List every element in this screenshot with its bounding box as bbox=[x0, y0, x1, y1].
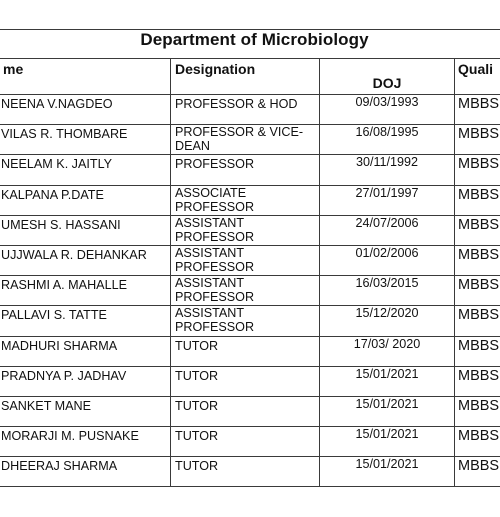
table-row bbox=[0, 306, 500, 336]
designation-cell-text: TUTOR bbox=[175, 429, 219, 444]
designation-cell-text: ASSISTANT PROFESSOR bbox=[175, 306, 255, 335]
qualification-cell-text: MBBS bbox=[458, 428, 500, 445]
designation-cell bbox=[171, 366, 320, 396]
table-row bbox=[0, 155, 500, 185]
designation-cell-text: ASSISTANT PROFESSOR bbox=[175, 276, 255, 305]
qualification-cell-text: MBBS bbox=[458, 397, 500, 414]
designation-cell bbox=[171, 457, 320, 487]
table-row bbox=[0, 185, 500, 215]
doj-cell bbox=[320, 366, 455, 396]
table-row bbox=[0, 245, 500, 275]
title-row bbox=[0, 30, 500, 59]
designation-cell-text: TUTOR bbox=[175, 368, 219, 383]
doj-cell-text: 16/08/1995 bbox=[355, 125, 419, 140]
qualification-cell bbox=[455, 306, 500, 336]
doj-cell-text: 30/11/1992 bbox=[355, 155, 419, 170]
doj-cell-text: 16/03/2015 bbox=[355, 276, 419, 291]
name-cell-text: SANKET MANE bbox=[1, 398, 92, 413]
qualification-cell-text: MBBS bbox=[458, 367, 500, 384]
doj-cell-text: 17/03/ 2020 bbox=[353, 336, 421, 351]
qualification-cell bbox=[455, 125, 500, 155]
name-cell-text: DHEERAJ SHARMA bbox=[1, 459, 118, 474]
table-row bbox=[0, 276, 500, 306]
name-cell-text: VILAS R. THOMBARE bbox=[1, 127, 128, 142]
qualification-cell-text: MBBS bbox=[458, 216, 500, 233]
name-cell bbox=[0, 306, 171, 336]
qualification-cell-text: MBBS bbox=[458, 96, 500, 112]
table-row bbox=[0, 215, 500, 245]
designation-cell bbox=[171, 306, 320, 336]
designation-cell-text: ASSISTANT PROFESSOR bbox=[175, 245, 255, 274]
doj-cell bbox=[320, 95, 455, 125]
table-row bbox=[0, 457, 500, 487]
designation-cell bbox=[171, 155, 320, 185]
designation-cell-text: PROFESSOR bbox=[175, 157, 255, 172]
column-header-designation: Designation bbox=[171, 59, 320, 95]
name-cell bbox=[0, 366, 171, 396]
name-cell bbox=[0, 95, 171, 125]
doj-cell-text: 24/07/2006 bbox=[355, 215, 419, 230]
doj-cell bbox=[320, 155, 455, 185]
table-row bbox=[0, 95, 500, 125]
name-cell-text: RASHMI A. MAHALLE bbox=[1, 278, 127, 293]
name-cell-text: PRADNYA P. JADHAV bbox=[1, 368, 127, 383]
qualification-cell-text: MBBS bbox=[458, 186, 500, 203]
name-cell bbox=[0, 336, 171, 366]
table-row bbox=[0, 427, 500, 457]
qualification-cell-text: MBBS bbox=[458, 277, 500, 294]
name-cell-text: MADHURI SHARMA bbox=[1, 338, 118, 353]
qualification-cell-text: MBBS bbox=[458, 307, 500, 324]
designation-cell bbox=[171, 427, 320, 457]
designation-cell-text: TUTOR bbox=[175, 398, 219, 413]
name-cell-text: MORARJI M. PUSNAKE bbox=[1, 429, 139, 444]
qualification-cell bbox=[455, 215, 500, 245]
name-cell bbox=[0, 245, 171, 275]
doj-cell-text: 09/03/1993 bbox=[355, 95, 419, 109]
qualification-cell-text: MBBS bbox=[458, 458, 500, 475]
doj-cell bbox=[320, 306, 455, 336]
qualification-cell-text: MBBS bbox=[458, 246, 500, 263]
qualification-cell-text: MBBS bbox=[458, 337, 500, 354]
qualification-cell bbox=[455, 457, 500, 487]
doj-cell bbox=[320, 215, 455, 245]
doj-cell-text: 15/01/2021 bbox=[355, 396, 419, 411]
doj-cell-text: 15/01/2021 bbox=[355, 366, 419, 381]
doj-cell bbox=[320, 396, 455, 426]
designation-cell-text: TUTOR bbox=[175, 459, 219, 474]
designation-cell-text: ASSOCIATE PROFESSOR bbox=[175, 185, 255, 214]
name-cell bbox=[0, 276, 171, 306]
name-cell-text: PALLAVI S. TATTE bbox=[1, 308, 107, 323]
table-row bbox=[0, 366, 500, 396]
doj-cell bbox=[320, 336, 455, 366]
doj-cell-text: 27/01/1997 bbox=[355, 185, 419, 200]
qualification-cell-text: MBBS bbox=[458, 156, 500, 173]
name-cell bbox=[0, 427, 171, 457]
qualification-cell bbox=[455, 185, 500, 215]
name-cell bbox=[0, 215, 171, 245]
name-cell bbox=[0, 125, 171, 155]
designation-cell bbox=[171, 245, 320, 275]
name-cell-text: NEENA V.NAGDEO bbox=[1, 97, 113, 111]
name-cell-text: UJJWALA R. DEHANKAR bbox=[1, 247, 147, 262]
name-cell bbox=[0, 457, 171, 487]
designation-cell-text: TUTOR bbox=[175, 338, 219, 353]
qualification-cell bbox=[455, 366, 500, 396]
designation-cell bbox=[171, 276, 320, 306]
doj-cell bbox=[320, 185, 455, 215]
qualification-cell bbox=[455, 155, 500, 185]
table-row bbox=[0, 396, 500, 426]
column-header-qualification: Quali bbox=[455, 59, 500, 95]
qualification-cell bbox=[455, 95, 500, 125]
department-title: Department of Microbiology bbox=[0, 30, 500, 59]
header-row bbox=[0, 59, 500, 95]
name-cell-text: KALPANA P.DATE bbox=[1, 187, 104, 202]
qualification-cell-text: MBBS bbox=[458, 126, 500, 143]
name-cell-text: NEELAM K. JAITLY bbox=[1, 157, 113, 172]
doj-cell-text: 01/02/2006 bbox=[355, 245, 419, 260]
faculty-table bbox=[0, 29, 500, 487]
designation-cell-text: PROFESSOR & VICE-DEAN bbox=[175, 125, 304, 154]
table-row bbox=[0, 125, 500, 155]
name-cell bbox=[0, 185, 171, 215]
qualification-cell bbox=[455, 396, 500, 426]
name-cell bbox=[0, 155, 171, 185]
doj-cell-text: 15/01/2021 bbox=[355, 427, 419, 442]
table-row bbox=[0, 336, 500, 366]
name-cell bbox=[0, 396, 171, 426]
designation-cell bbox=[171, 95, 320, 125]
qualification-cell bbox=[455, 245, 500, 275]
doj-cell bbox=[320, 245, 455, 275]
doj-cell-text: 15/01/2021 bbox=[355, 457, 419, 472]
qualification-cell bbox=[455, 336, 500, 366]
doj-cell-text: 15/12/2020 bbox=[355, 306, 419, 321]
designation-cell bbox=[171, 125, 320, 155]
designation-cell-text: PROFESSOR & HOD bbox=[175, 97, 298, 111]
designation-cell bbox=[171, 215, 320, 245]
designation-cell-text: ASSISTANT PROFESSOR bbox=[175, 215, 255, 244]
qualification-cell bbox=[455, 427, 500, 457]
doj-cell bbox=[320, 457, 455, 487]
doj-cell bbox=[320, 125, 455, 155]
column-header-doj: DOJ bbox=[320, 59, 455, 95]
column-header-name: me bbox=[0, 59, 171, 95]
designation-cell bbox=[171, 185, 320, 215]
designation-cell bbox=[171, 336, 320, 366]
doj-cell bbox=[320, 427, 455, 457]
designation-cell bbox=[171, 396, 320, 426]
doj-cell bbox=[320, 276, 455, 306]
name-cell-text: UMESH S. HASSANI bbox=[1, 217, 121, 232]
qualification-cell bbox=[455, 276, 500, 306]
